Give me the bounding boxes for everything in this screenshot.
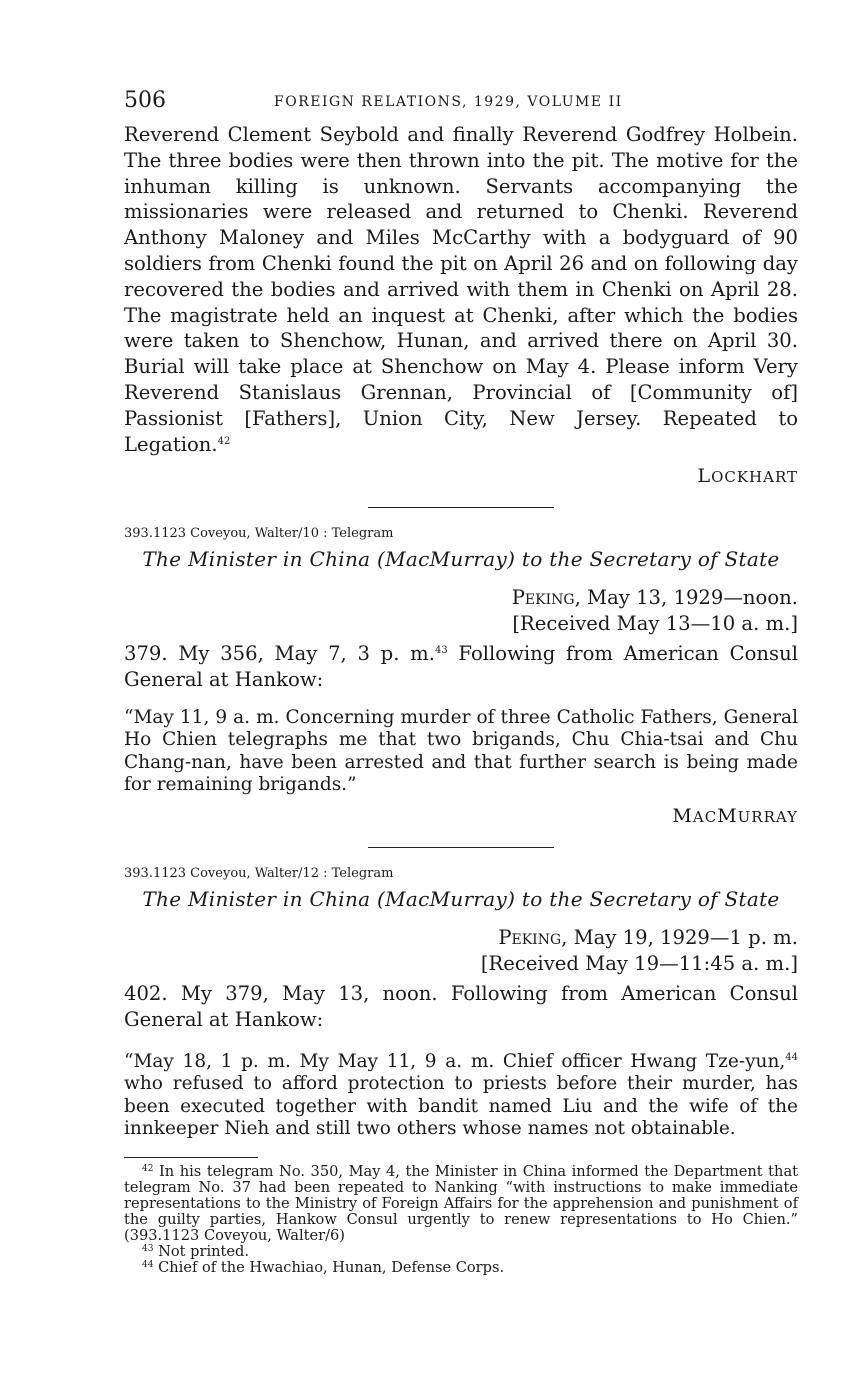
telegram-paragraph: 402. My 379, May 13, noon. Following from American Consul General at Hankow: [124, 981, 798, 1031]
running-title: FOREIGN RELATIONS, 1929, VOLUME II [274, 94, 623, 110]
dateline: Peking, May 13, 1929—noon. [511, 586, 798, 610]
page-number: 506 [124, 88, 166, 113]
footnote-43: $^{43}$ Not printed. [142, 1242, 250, 1260]
document-page [124, 82, 798, 1276]
section-divider [368, 507, 554, 508]
footnote-42: $^{42}$ In his telegram No. 350, May 4, the Minister in China informed the Department that telegram No. 37 had been repeated to Nanking “with instructions to make immediate representations to the Ministry of Foreign Affairs for the apprehension and punishment of the guilty parties, Hankow Consul urgently to renew representations to Ho Chien.” (393.1123 Coveyou, Walter/6) [124, 1162, 799, 1244]
signature-lockhart: LOCKHART [697, 465, 798, 488]
signature-macmurray: MACMURRAY [672, 804, 798, 827]
document-title: The Minister in China (MacMurray) to the Secretary of State [142, 886, 780, 911]
footnote-divider [124, 1157, 258, 1158]
continuation-paragraph [124, 122, 798, 457]
section-divider [368, 847, 554, 848]
document-title: The Minister in China (MacMurray) to the Secretary of State [142, 547, 780, 572]
dateline: Peking, May 19, 1929—1 p. m. [498, 925, 798, 949]
footnote-ref-42: 42 [217, 435, 231, 447]
footnote-ref-44: 44 [785, 1051, 798, 1063]
received-line: [Received May 13—10 a. m.] [512, 612, 798, 636]
quoted-telegram: “May 11, 9 a. m. Concerning murder of three Catholic Fathers, General Ho Chien telegraphs me that two brigands, Chu Chia-tsai and Chu Chang-nan, have been arrested and that further search is being made for remaining brigands.” [124, 706, 798, 796]
footnote-ref-43: 43 [434, 645, 448, 657]
quoted-telegram: “May 18, 1 p. m. My May 11, 9 a. m. Chief officer Hwang Tze-yun,$^{44}$ who refused to afford protection to priests before their murder, has been executed together with bandit named Liu and the wife of the innkeeper Nieh and still two others whose names not obtainable. [124, 1050, 798, 1140]
continuation-text: Reverend Clement Seybold and finally Reverend Godfrey Holbein. The three bodies were then thrown into the pit. The motive for the inhuman killing is unknown. Servants accompanying the missionaries were released and returned to Chenki. Reverend Anthony Maloney and Miles McCarthy with a bodyguard of 90 soldiers from Chenki found the pit on April 26 and on following day recovered the bodies and arrived with them in Chenki on April 28. The magistrate held an inquest at Chenki, after which the bodies were taken to Shenchow, Hunan, and arrived there on April 30. Burial will take place at Shenchow on May 4. Please inform Very Reverend Stanislaus Grennan, Provincial of [Community of] Passionist [Fathers], Union City, New Jersey. Repeated to Legation. [124, 123, 798, 456]
telegram-paragraph: 379. My 356, May 7, 3 p. m.$^{43}$ Following from American Consul General at Hankow: [124, 642, 798, 692]
footnote-44: $^{44}$ Chief of the Hwachiao, Hunan, Defense Corps. [142, 1258, 505, 1276]
file-reference: 393.1123 Coveyou, Walter/12 : Telegram [124, 865, 394, 881]
running-head [124, 82, 798, 122]
file-reference: 393.1123 Coveyou, Walter/10 : Telegram [124, 526, 394, 542]
received-line: [Received May 19—11:45 a. m.] [480, 951, 798, 975]
